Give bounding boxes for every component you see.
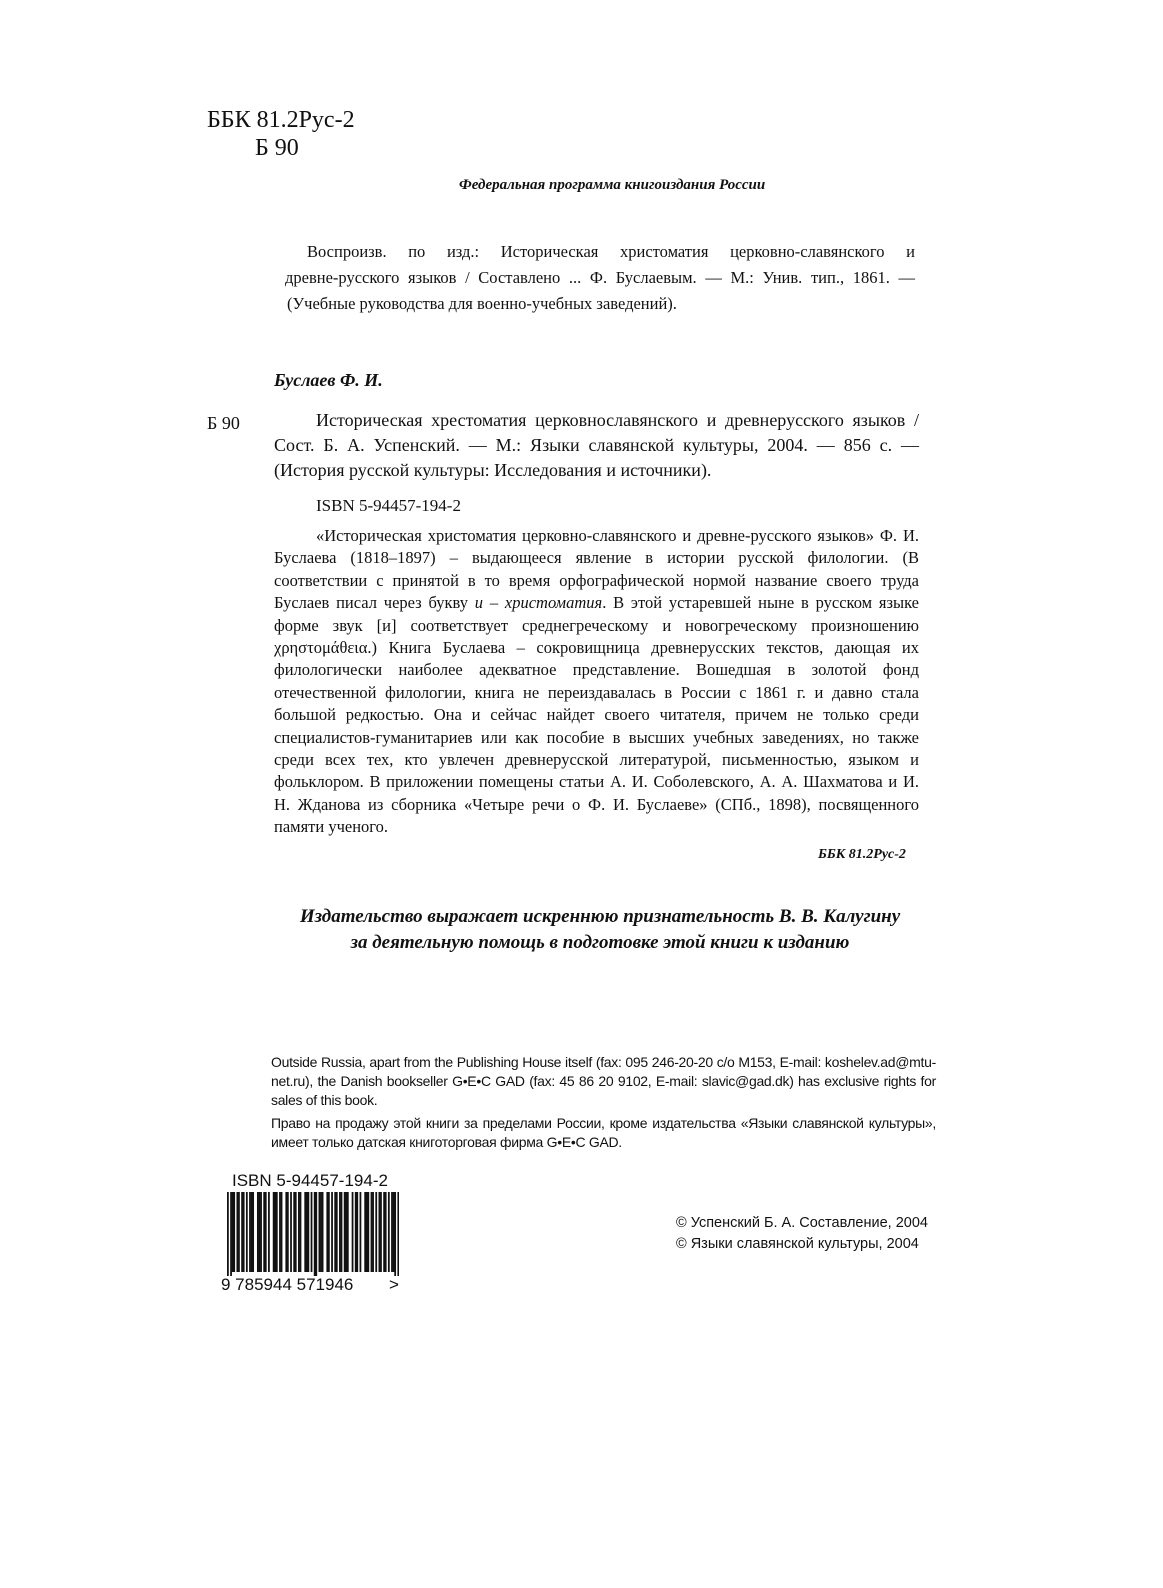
- reproduction-line-2: древне-русского языков / Составлено ... Ф. Буслаевым. — М.: Унив. тип., 1861. —: [285, 268, 915, 287]
- barcode-bar: [290, 1192, 292, 1272]
- barcode-bar: [246, 1192, 248, 1272]
- barcode-bar: [287, 1192, 289, 1272]
- barcode-bar: [320, 1192, 322, 1272]
- barcode-bar: [279, 1192, 281, 1272]
- barcode-bar: [230, 1192, 232, 1276]
- barcode-isbn-label: ISBN 5-94457-194-2: [232, 1171, 388, 1190]
- bbk-code: ББК 81.2Рус-2: [207, 107, 355, 133]
- barcode-bar: [243, 1192, 245, 1272]
- barcode-bar: [227, 1192, 229, 1276]
- barcode-bar: [238, 1192, 240, 1272]
- barcode-bar: [344, 1192, 346, 1272]
- barcode-bar: [378, 1192, 380, 1272]
- catalog-title: [274, 408, 919, 483]
- barcode-bar: [339, 1192, 341, 1272]
- barcode-bar: [375, 1192, 377, 1272]
- barcode-bar: [367, 1192, 369, 1272]
- annotation-text: [274, 525, 919, 839]
- acknowledgement-line-1: Издательство выражает искреннюю признательность В. В. Калугину: [299, 906, 901, 927]
- catalog-title-line-3: (История русской культуры: Исследования и источники).: [274, 460, 712, 480]
- annotation-bbk: ББК 81.2Рус-2: [818, 847, 906, 862]
- annotation-dash: –: [483, 593, 505, 613]
- barcode-bar: [372, 1192, 374, 1272]
- acknowledgement: [230, 904, 970, 956]
- barcode-bar: [371, 1192, 373, 1272]
- barcode-bar: [366, 1192, 368, 1272]
- barcode-bar: [241, 1192, 243, 1272]
- barcode-bar: [298, 1192, 300, 1272]
- barcode-bar: [236, 1192, 238, 1272]
- barcode-bar: [356, 1192, 358, 1272]
- barcode-bar: [314, 1192, 316, 1276]
- barcode-bar: [315, 1192, 317, 1276]
- barcode-bar: [383, 1192, 385, 1272]
- barcode-bar: [336, 1192, 338, 1272]
- copyright-line-2: © Языки славянской культуры, 2004: [676, 1236, 919, 1252]
- barcode-bar: [281, 1192, 283, 1272]
- barcode-bar: [397, 1192, 399, 1276]
- barcode-bar: [385, 1192, 387, 1272]
- barcode-bar: [347, 1192, 349, 1272]
- barcode-bar: [260, 1192, 262, 1272]
- barcode-bar: [334, 1192, 336, 1272]
- barcode-bar: [233, 1192, 235, 1272]
- barcode-bar: [360, 1192, 362, 1272]
- barcode-bars: [227, 1192, 399, 1276]
- isbn-barcode: [219, 1172, 419, 1302]
- barcode-bar: [306, 1192, 308, 1272]
- catalog-isbn: ISBN 5-94457-194-2: [316, 496, 461, 515]
- barcode-bar: [274, 1192, 276, 1272]
- barcode-bar: [251, 1192, 253, 1272]
- author-mark: Б 90: [255, 135, 299, 161]
- rights-english: Outside Russia, apart from the Publishing House itself (fax: 095 246-20-20 c/o M153, E-mail: koshelev.ad@mtu-net.ru), the Danish bookseller G•E•C GAD (fax: 45 86 20 9102, E-mail: slavic@gad.dk) has exclusive rights for sales of this book.: [271, 1054, 936, 1108]
- barcode-bar: [355, 1192, 357, 1272]
- barcode-digits: 9 785944 571946: [221, 1275, 354, 1294]
- barcode-bar: [393, 1192, 395, 1272]
- barcode-bar: [293, 1192, 295, 1272]
- annotation-part-2: . В этой устаревшей ныне в русском языке форме звук [и] соответствует среднегреческому и новогреческому произношению χρηστομάθεια.) Книга Буслаева – сокровищница древнерусских текстов, дающая их филологически наиболее адекватное представление. Вошедшая в золотой фонд отечественной филологии, книга не переиздавалась в России с 1861 г. и давно стала большой редкостью. Она и сейчас найдет своего читателя, причем не только среди специалистов-гуманитариев или как пособие в высших учебных заведениях, но также среди всех тех, кто увлечен древнерусской литературой, письменностью, языком и фольклором. В приложении помещены статьи А. И. Соболевского, А. А. Шахматова и И. Н. Жданова из сборника «Четыре речи о Ф. И. Буслаеве» (СПб., 1898), посвященного памяти ученого.: [274, 593, 920, 837]
- rights-russian: Право на продажу этой книги за пределами России, кроме издательства «Языки славянской культуры», имеет только датская книготорговая фирма G•E•C GAD.: [271, 1115, 936, 1150]
- barcode-bar: [276, 1192, 278, 1272]
- barcode-bar: [328, 1192, 330, 1272]
- barcode-bar: [257, 1192, 259, 1272]
- catalog-title-line-2: Сост. Б. А. Успенский. — М.: Языки славянской культуры, 2004. — 856 с. —: [274, 435, 919, 455]
- barcode-bar: [331, 1192, 333, 1272]
- barcode-bar: [268, 1192, 270, 1272]
- barcode-bar: [319, 1192, 321, 1272]
- barcode-bar: [263, 1192, 265, 1272]
- barcode-bar: [249, 1192, 251, 1272]
- annotation-part-1: «Историческая христоматия церковно-славянского и древне-русского языков» Ф. И. Буслаева (1818–1897) – выдающееся явление в истории русской филологии. (В соответствии с принятой в то время орфографической нормой название своего труда Буслаев писал через букву: [274, 526, 919, 613]
- reproduction-note: [285, 239, 915, 317]
- annotation-word: христоматия: [504, 593, 603, 613]
- barcode-bar: [232, 1192, 234, 1272]
- annotation-letter: и: [474, 593, 484, 613]
- barcode-bar: [259, 1192, 261, 1272]
- barcode-bar: [322, 1192, 324, 1272]
- catalog-author: Буслаев Ф. И.: [274, 370, 383, 390]
- barcode-bar: [388, 1192, 390, 1272]
- barcode-bar: [391, 1192, 393, 1272]
- federal-program-note: Федеральная программа книгоиздания России: [459, 177, 766, 193]
- reproduction-line-3: (Учебные руководства для военно-учебных заведений).: [287, 294, 677, 313]
- barcode-bar: [326, 1192, 328, 1272]
- acknowledgement-line-2: за деятельную помощь в подготовке этой книги к изданию: [350, 932, 850, 953]
- barcode-bar: [252, 1192, 254, 1272]
- barcode-bar: [285, 1192, 287, 1272]
- barcode-bar: [352, 1192, 354, 1272]
- barcode-bar: [311, 1192, 313, 1272]
- barcode-arrow: >: [389, 1275, 399, 1294]
- barcode-bar: [304, 1192, 306, 1272]
- barcode-bar: [300, 1192, 302, 1272]
- barcode-bar: [380, 1192, 382, 1272]
- barcode-bar: [307, 1192, 309, 1272]
- barcode-bar: [364, 1192, 366, 1272]
- reproduction-line-1: Воспроизв. по изд.: Историческая христоматия церковно-славянского и: [307, 242, 915, 261]
- barcode-bar: [394, 1192, 396, 1276]
- barcode-bar: [295, 1192, 297, 1272]
- copyright: [676, 1213, 928, 1255]
- barcode-bar: [341, 1192, 343, 1272]
- rights-notice: [271, 1053, 936, 1152]
- catalog-title-line-1: Историческая хрестоматия церковнославянского и древнерусского языков /: [316, 410, 919, 430]
- copyright-line-1: © Успенский Б. А. Составление, 2004: [676, 1215, 928, 1231]
- barcode-bar: [265, 1192, 267, 1272]
- annotation: [274, 525, 919, 839]
- barcode-bar: [345, 1192, 347, 1272]
- catalog-author-mark: Б 90: [207, 413, 240, 433]
- barcode-bar: [273, 1192, 275, 1272]
